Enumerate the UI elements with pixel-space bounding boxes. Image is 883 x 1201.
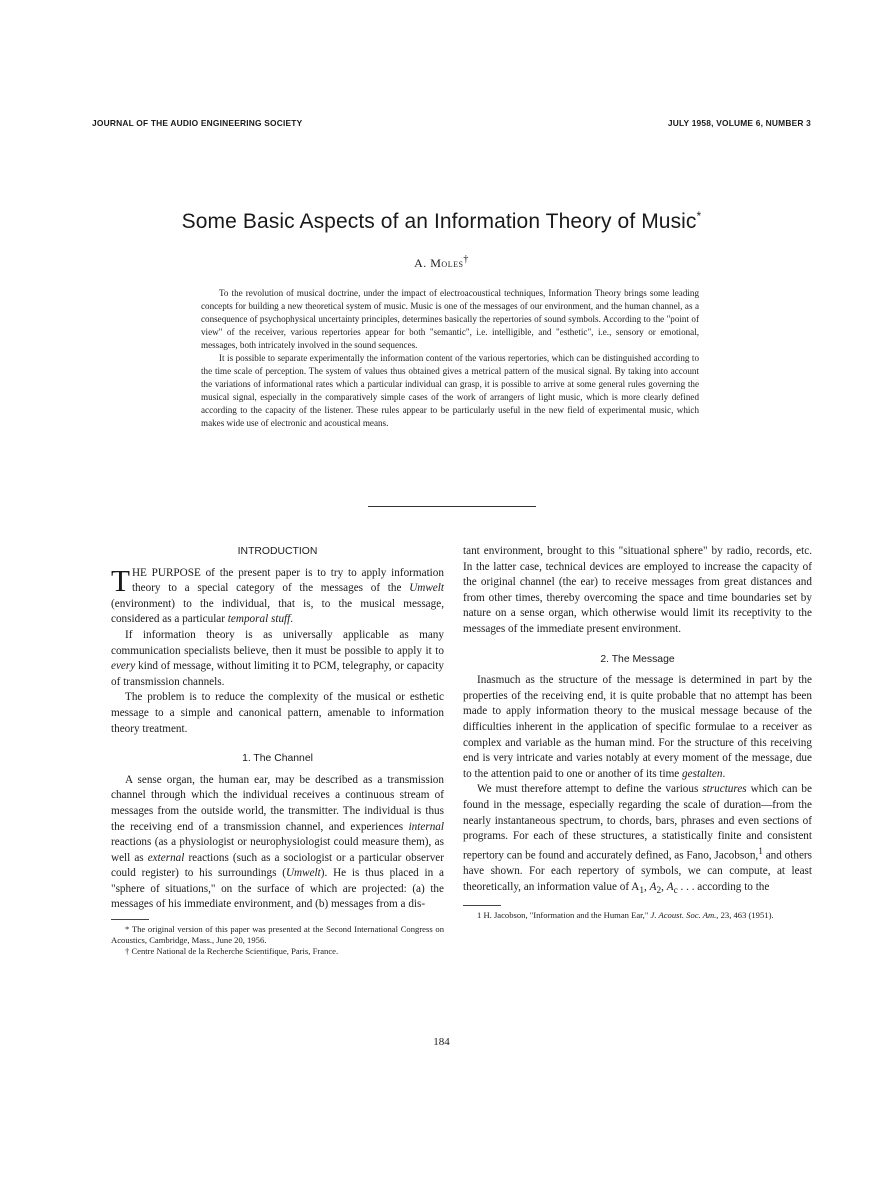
journal-name: JOURNAL OF THE AUDIO ENGINEERING SOCIETY — [92, 118, 303, 128]
body-paragraph: We must therefore attempt to define the various structures which can be found in the message, especially regarding the scale of duration—from the nearly instantaneous spectrum, to chords, bars, phrases and even sections of programs. For each of these structures, a statistically finite and consistent repertory can be found and accurately defined, as Fano, Jacobson,$^1$ and others have shown. For each repertory of symbols, we can compute, at least theoretically, an information value of $A_1$, $A_2$, $A_c$ . . . according to the — [463, 783, 813, 896]
section-divider — [368, 506, 536, 507]
body-paragraph: THE PURPOSE of the present paper is to try to apply information theory to a special category of the messages of the Umwelt (environment) to the individual, that is, to the musical message, considered as a particular temporal stuff. — [111, 562, 444, 626]
body-paragraph: tant environment, brought to this "situational sphere" by radio, records, etc. In the latter case, technical devices are employed to increase the capacity of the original channel (the ear) to receive messages from great distances and from other times, thereby overcoming the space and time boundaries set by nature on a sense organ, which otherwise would limit its receptivity to the messages of the immediate present environment. — [463, 545, 812, 635]
right-column — [463, 544, 812, 921]
body-paragraph: A sense organ, the human ear, may be described as a transmission channel through which the individual receives a continuous stream of messages from the outside world, the transmitter. The individual is thus the receiving end of a transmission channel, and experiences internal reactions (as a physiologist or neurophysiologist could measure them), as well as external reactions (such as a sociologist or a particular observer could register) to his surroundings (Umwelt). He is thus placed in a "sphere of situations," on the surface of which are projected: (a) the messages of his immediate environment, and (b) messages from a dis- — [111, 773, 444, 911]
body-paragraph: The problem is to reduce the complexity of the musical or esthetic message to a simple and canonical pattern, amenable to information theory treatment. — [111, 691, 444, 735]
body-paragraph: If information theory is as universally applicable as many communication specialists believe, then it must be possible to apply it to every kind of message, without limiting it to PCM, telegraphy, or capacity of transmission channels. — [111, 628, 444, 688]
footnote-rule — [111, 919, 149, 920]
author-footnote-mark: † — [463, 254, 469, 265]
body-paragraph: Inasmuch as the structure of the message is determined in part by the properties of the receiving end, it is quite probable that no attempt has been made to apply information theory to the musical message because of the difficulties inherent in the application of specific formulae to a receiver as complex and variable as the human mind. For the structure of this receiving end is very intricate and varies notably at every moment of the message, due to the attention paid to one or another of its time gestalten. — [463, 674, 812, 780]
footnote: 1 H. Jacobson, "Information and the Human Ear," J. Acoust. Soc. Am., 23, 463 (1951). — [477, 910, 774, 921]
section-heading-channel: 1. The Channel — [242, 753, 313, 765]
author: A. Moles† — [414, 254, 469, 270]
abstract — [201, 287, 699, 430]
page-number: 184 — [433, 1036, 450, 1048]
abstract-paragraph: It is possible to separate experimentally the information content of the various repertories, which can be distinguished according to the time scale of perception. The system of values thus obtained gives a metrical pattern of the musical signal. By taking into account the variations of informational rates which a particular individual can grasp, it is possible to arrive at some general rules governing the musical signal, especially in the comparatively simple cases of the work of arrangers of light music, which is more clearly defined according to the capacity of the listener. These rules appear to be particularly useful in the new field of experimental music, which makes wide use of electronic and acoustical means. — [201, 353, 699, 428]
footnote-rule — [463, 905, 501, 906]
paper-title: Some Basic Aspects of an Information Theory of Music* — [181, 209, 702, 233]
abstract-paragraph: To the revolution of musical doctrine, under the impact of electroacoustical techniques, Information Theory brings some leading concepts for building a new theoretical system of music. Music is one of the messages of our environment, and the human channel, as a consequence of psychophysical uncertainty principles, determines basically the repertories of sound symbols. According to the "point of view" of the receiver, various repertories appear for both "semantic", i.e. intelligible, and "esthetic", i.e., sensory or emotional, messages, both intricately involved in the sound sequences. — [201, 288, 699, 350]
section-heading-message: 2. The Message — [600, 653, 675, 665]
issue-info: JULY 1958, VOLUME 6, NUMBER 3 — [667, 118, 811, 128]
running-head — [92, 118, 811, 128]
section-heading-introduction: INTRODUCTION — [237, 546, 318, 557]
drop-cap: T — [111, 562, 130, 598]
title-footnote-mark: * — [696, 209, 702, 223]
footnote: * The original version of this paper was presented at the Second International Congress on Acoustics, Cambridge, Mass., June 20, 1956. — [111, 924, 444, 946]
left-column — [111, 544, 444, 957]
reference-mark: 1 — [758, 846, 763, 857]
footnote: † Centre National de la Recherche Scientifique, Paris, France. — [125, 946, 339, 957]
